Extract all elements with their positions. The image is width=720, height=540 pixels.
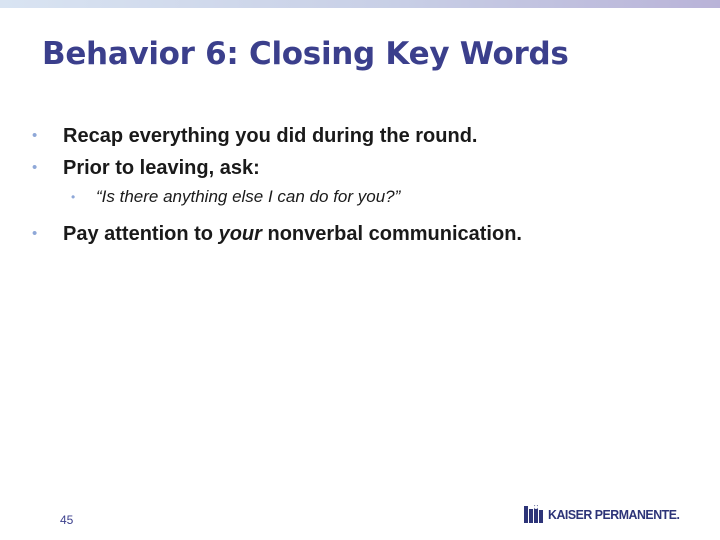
bullet-item — [32, 218, 592, 250]
sub-bullet-item — [32, 186, 456, 208]
bullet-dot-icon: • — [32, 159, 38, 176]
bullet-text: Recap everything you did during the round. — [63, 125, 478, 147]
sub-bullet-text: “Is there anything else I can do for you?” — [96, 187, 401, 206]
bullet-dot-icon: • — [32, 127, 38, 144]
bullet-list — [32, 120, 592, 250]
sub-bullet-dot-icon: • — [71, 190, 76, 204]
bullet-text-after: nonverbal communication. — [261, 223, 522, 245]
bullet-text: Prior to leaving, ask: — [63, 157, 260, 179]
bullet-dot-icon: • — [32, 225, 38, 242]
slide-title: Behavior 6: Closing Key Words — [42, 36, 569, 72]
kaiser-logo-mark-icon — [523, 504, 545, 524]
bullet-item — [32, 120, 592, 152]
page-number: 45 — [60, 513, 74, 527]
logo-text: KAISER PERMANENTE. — [548, 506, 680, 522]
top-gradient-band — [0, 0, 720, 8]
bullet-text-before: Pay attention to — [63, 223, 219, 245]
bullet-item — [32, 152, 592, 184]
kaiser-permanente-logo — [523, 503, 686, 525]
bullet-text-emphasis: your — [218, 223, 262, 245]
